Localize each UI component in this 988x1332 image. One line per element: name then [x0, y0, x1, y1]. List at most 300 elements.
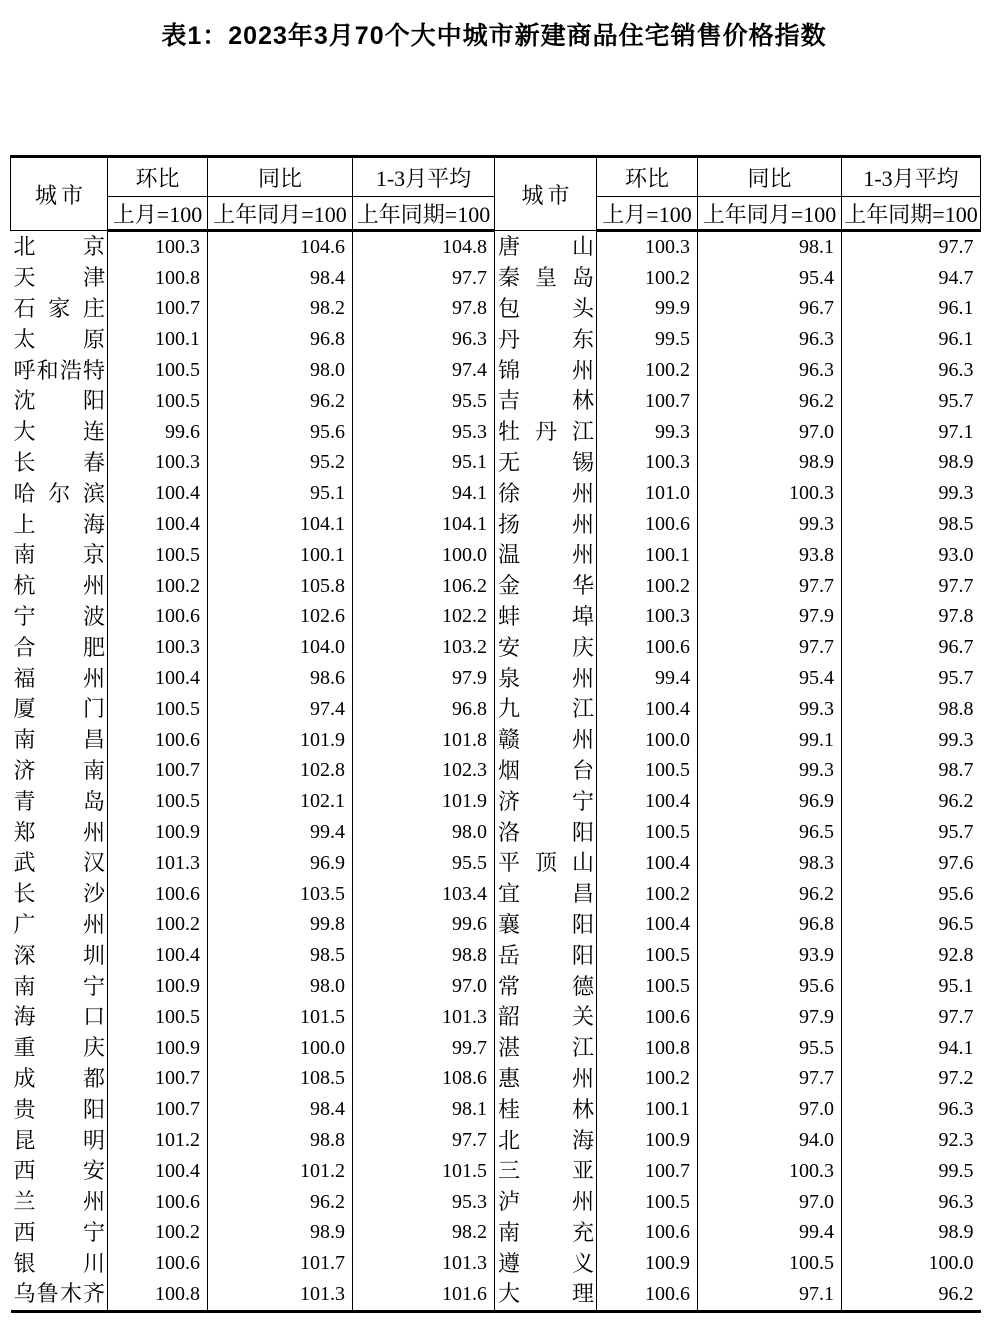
value-cell: 99.3	[698, 756, 842, 787]
value-cell: 102.2	[353, 602, 495, 633]
value-cell: 96.2	[842, 1279, 981, 1311]
value-cell: 104.1	[353, 509, 495, 540]
value-cell: 100.9	[597, 1125, 698, 1156]
value-cell: 95.3	[353, 1187, 495, 1218]
value-cell: 96.3	[698, 355, 842, 386]
value-cell: 101.9	[353, 786, 495, 817]
value-cell: 100.4	[108, 663, 208, 694]
value-cell: 101.3	[353, 1002, 495, 1033]
table-row	[11, 448, 981, 479]
value-cell: 95.7	[842, 386, 981, 417]
header-avg-right: 1-3月平均	[842, 157, 981, 197]
value-cell: 98.2	[208, 294, 353, 325]
value-cell: 96.5	[698, 817, 842, 848]
city-cell: 郑 州	[13, 819, 105, 845]
city-cell: 岳 阳	[495, 940, 597, 971]
value-cell: 100.1	[597, 1094, 698, 1125]
city-cell: 金 华	[495, 571, 597, 602]
value-cell: 103.5	[208, 879, 353, 910]
table-row	[11, 817, 981, 848]
table-row	[11, 355, 981, 386]
value-cell: 101.5	[208, 1002, 353, 1033]
value-cell: 99.7	[353, 1033, 495, 1064]
value-cell: 97.7	[353, 263, 495, 294]
value-cell: 100.5	[108, 355, 208, 386]
value-cell: 100.2	[597, 571, 698, 602]
value-cell: 96.3	[353, 324, 495, 355]
value-cell: 100.1	[108, 324, 208, 355]
value-cell: 97.1	[698, 1279, 842, 1311]
header-avg-base-left: 上年同期=100	[353, 197, 495, 231]
value-cell: 100.8	[597, 1033, 698, 1064]
header-avg-base-right: 上年同期=100	[842, 197, 981, 231]
value-cell: 98.9	[842, 448, 981, 479]
city-cell: 桂 林	[495, 1094, 597, 1125]
value-cell: 100.5	[597, 940, 698, 971]
value-cell: 100.5	[108, 694, 208, 725]
value-cell: 97.9	[698, 602, 842, 633]
value-cell: 100.5	[108, 540, 208, 571]
value-cell: 101.8	[353, 725, 495, 756]
header-yoy-base-right: 上年同月=100	[698, 197, 842, 231]
table-row	[11, 509, 981, 540]
table-row	[11, 879, 981, 910]
page-title: 表1：2023年3月70个大中城市新建商品住宅销售价格指数	[161, 22, 827, 50]
value-cell: 100.2	[597, 1064, 698, 1095]
value-cell: 98.9	[208, 1218, 353, 1249]
value-cell: 100.6	[597, 1218, 698, 1249]
value-cell: 92.8	[842, 940, 981, 971]
value-cell: 98.0	[208, 355, 353, 386]
value-cell: 99.3	[842, 725, 981, 756]
value-cell: 96.1	[842, 324, 981, 355]
value-cell: 98.4	[208, 263, 353, 294]
table-row	[11, 386, 981, 417]
city-cell: 泸 州	[495, 1187, 597, 1218]
city-cell: 上 海	[13, 511, 105, 537]
value-cell: 99.3	[597, 417, 698, 448]
value-cell: 100.1	[597, 540, 698, 571]
city-cell: 呼 和 浩 特	[13, 357, 105, 383]
city-cell: 秦 皇 岛	[495, 263, 597, 294]
city-cell: 青 岛	[13, 788, 105, 814]
value-cell: 97.6	[842, 848, 981, 879]
value-cell: 100.6	[108, 879, 208, 910]
value-cell: 100.3	[597, 448, 698, 479]
value-cell: 100.2	[108, 1218, 208, 1249]
value-cell: 100.3	[698, 1156, 842, 1187]
table-row	[11, 478, 981, 509]
city-cell: 大 理	[495, 1279, 597, 1311]
table-row	[11, 1248, 981, 1279]
value-cell: 97.4	[208, 694, 353, 725]
value-cell: 98.6	[208, 663, 353, 694]
header-mom-left: 环比	[108, 157, 208, 197]
value-cell: 95.5	[698, 1033, 842, 1064]
value-cell: 98.2	[353, 1218, 495, 1249]
table-row	[11, 1187, 981, 1218]
city-cell: 常 德	[495, 971, 597, 1002]
value-cell: 100.0	[208, 1033, 353, 1064]
value-cell: 100.2	[108, 910, 208, 941]
table-row	[11, 1094, 981, 1125]
value-cell: 100.0	[597, 725, 698, 756]
city-cell: 兰 州	[13, 1189, 105, 1215]
value-cell: 104.6	[208, 231, 353, 263]
value-cell: 101.9	[208, 725, 353, 756]
value-cell: 100.4	[108, 478, 208, 509]
value-cell: 95.4	[698, 263, 842, 294]
city-cell: 武 汉	[13, 850, 105, 876]
value-cell: 99.3	[698, 694, 842, 725]
value-cell: 100.5	[597, 756, 698, 787]
value-cell: 100.3	[698, 478, 842, 509]
value-cell: 98.1	[698, 231, 842, 263]
table-row	[11, 417, 981, 448]
value-cell: 97.0	[698, 417, 842, 448]
table-row	[11, 263, 981, 294]
header-yoy-base-left: 上年同月=100	[208, 197, 353, 231]
value-cell: 99.8	[208, 910, 353, 941]
value-cell: 97.7	[842, 571, 981, 602]
header-group-row	[11, 157, 981, 197]
value-cell: 95.3	[353, 417, 495, 448]
value-cell: 105.8	[208, 571, 353, 602]
city-cell: 遵 义	[495, 1248, 597, 1279]
value-cell: 92.3	[842, 1125, 981, 1156]
table-row	[11, 632, 981, 663]
value-cell: 100.5	[597, 817, 698, 848]
value-cell: 100.4	[108, 509, 208, 540]
value-cell: 100.7	[108, 294, 208, 325]
value-cell: 98.7	[842, 756, 981, 787]
value-cell: 100.0	[353, 540, 495, 571]
value-cell: 101.3	[353, 1248, 495, 1279]
value-cell: 100.5	[597, 1187, 698, 1218]
city-cell: 济 宁	[495, 786, 597, 817]
value-cell: 97.0	[353, 971, 495, 1002]
city-cell: 长 春	[13, 449, 105, 475]
table-body	[11, 231, 981, 1312]
value-cell: 101.0	[597, 478, 698, 509]
value-cell: 100.3	[597, 231, 698, 263]
city-cell: 牡 丹 江	[495, 417, 597, 448]
table-row	[11, 1156, 981, 1187]
city-cell: 徐 州	[495, 478, 597, 509]
value-cell: 94.0	[698, 1125, 842, 1156]
city-cell: 福 州	[13, 665, 105, 691]
city-cell: 济 南	[13, 757, 105, 783]
value-cell: 95.6	[208, 417, 353, 448]
value-cell: 99.1	[698, 725, 842, 756]
value-cell: 100.9	[108, 817, 208, 848]
city-cell: 合 肥	[13, 634, 105, 660]
value-cell: 93.8	[698, 540, 842, 571]
value-cell: 102.6	[208, 602, 353, 633]
value-cell: 108.5	[208, 1064, 353, 1095]
city-cell: 杭 州	[13, 573, 105, 599]
value-cell: 100.8	[108, 263, 208, 294]
value-cell: 94.7	[842, 263, 981, 294]
value-cell: 98.5	[842, 509, 981, 540]
value-cell: 95.4	[698, 663, 842, 694]
value-cell: 100.6	[108, 602, 208, 633]
value-cell: 100.6	[108, 725, 208, 756]
value-cell: 96.8	[208, 324, 353, 355]
value-cell: 97.2	[842, 1064, 981, 1095]
table-header	[11, 157, 981, 231]
header-yoy-left: 同比	[208, 157, 353, 197]
city-cell: 石 家 庄	[13, 295, 105, 321]
city-cell: 厦 门	[13, 696, 105, 722]
value-cell: 94.1	[353, 478, 495, 509]
value-cell: 94.1	[842, 1033, 981, 1064]
value-cell: 98.4	[208, 1094, 353, 1125]
value-cell: 100.5	[108, 386, 208, 417]
value-cell: 100.6	[108, 1248, 208, 1279]
city-cell: 海 口	[13, 1004, 105, 1030]
header-mom-base-left: 上月=100	[108, 197, 208, 231]
value-cell: 100.2	[597, 879, 698, 910]
value-cell: 104.0	[208, 632, 353, 663]
header-mom-base-right: 上月=100	[597, 197, 698, 231]
value-cell: 100.8	[108, 1279, 208, 1311]
value-cell: 98.8	[353, 940, 495, 971]
value-cell: 97.9	[353, 663, 495, 694]
city-cell: 吉 林	[495, 386, 597, 417]
value-cell: 100.7	[597, 386, 698, 417]
value-cell: 100.0	[842, 1248, 981, 1279]
table-row	[11, 1033, 981, 1064]
value-cell: 100.7	[597, 1156, 698, 1187]
value-cell: 100.5	[108, 1002, 208, 1033]
city-cell: 重 庆	[13, 1035, 105, 1061]
value-cell: 98.9	[842, 1218, 981, 1249]
value-cell: 97.7	[842, 231, 981, 263]
value-cell: 96.3	[842, 1187, 981, 1218]
value-cell: 95.1	[842, 971, 981, 1002]
value-cell: 96.8	[698, 910, 842, 941]
table-row	[11, 971, 981, 1002]
value-cell: 100.5	[597, 971, 698, 1002]
value-cell: 99.5	[842, 1156, 981, 1187]
value-cell: 95.2	[208, 448, 353, 479]
value-cell: 97.7	[698, 571, 842, 602]
value-cell: 99.4	[597, 663, 698, 694]
city-cell: 北 京	[13, 233, 105, 259]
value-cell: 100.5	[108, 786, 208, 817]
value-cell: 98.8	[842, 694, 981, 725]
value-cell: 96.5	[842, 910, 981, 941]
city-cell: 深 圳	[13, 942, 105, 968]
value-cell: 97.0	[698, 1187, 842, 1218]
value-cell: 96.2	[208, 1187, 353, 1218]
value-cell: 95.7	[842, 817, 981, 848]
value-cell: 97.4	[353, 355, 495, 386]
value-cell: 97.7	[698, 632, 842, 663]
value-cell: 98.0	[353, 817, 495, 848]
value-cell: 96.2	[698, 879, 842, 910]
value-cell: 97.9	[698, 1002, 842, 1033]
table-row	[11, 1125, 981, 1156]
table-row	[11, 1064, 981, 1095]
value-cell: 100.3	[108, 231, 208, 263]
value-cell: 100.1	[208, 540, 353, 571]
city-cell: 泉 州	[495, 663, 597, 694]
city-cell: 广 州	[13, 911, 105, 937]
value-cell: 104.8	[353, 231, 495, 263]
city-cell: 南 昌	[13, 727, 105, 753]
value-cell: 103.4	[353, 879, 495, 910]
value-cell: 99.3	[842, 478, 981, 509]
city-cell: 扬 州	[495, 509, 597, 540]
header-city-left: 城市	[11, 157, 108, 231]
value-cell: 99.5	[597, 324, 698, 355]
city-cell: 银 川	[13, 1250, 105, 1276]
value-cell: 99.4	[698, 1218, 842, 1249]
city-cell: 哈 尔 滨	[13, 480, 105, 506]
city-cell: 宜 昌	[495, 879, 597, 910]
value-cell: 100.4	[597, 786, 698, 817]
city-cell: 太 原	[13, 326, 105, 352]
value-cell: 101.6	[353, 1279, 495, 1311]
value-cell: 100.6	[108, 1187, 208, 1218]
city-cell: 丹 东	[495, 324, 597, 355]
value-cell: 100.6	[597, 1002, 698, 1033]
value-cell: 98.1	[353, 1094, 495, 1125]
value-cell: 97.7	[698, 1064, 842, 1095]
value-cell: 93.0	[842, 540, 981, 571]
value-cell: 100.4	[108, 1156, 208, 1187]
city-cell: 平 顶 山	[495, 848, 597, 879]
value-cell: 96.9	[698, 786, 842, 817]
value-cell: 98.8	[208, 1125, 353, 1156]
table-row	[11, 756, 981, 787]
value-cell: 100.2	[597, 263, 698, 294]
value-cell: 95.1	[208, 478, 353, 509]
value-cell: 96.2	[842, 786, 981, 817]
value-cell: 95.5	[353, 386, 495, 417]
value-cell: 96.8	[353, 694, 495, 725]
value-cell: 98.5	[208, 940, 353, 971]
value-cell: 97.7	[842, 1002, 981, 1033]
header-avg-left: 1-3月平均	[353, 157, 495, 197]
value-cell: 95.6	[698, 971, 842, 1002]
city-cell: 九 江	[495, 694, 597, 725]
city-cell: 韶 关	[495, 1002, 597, 1033]
city-cell: 沈 阳	[13, 388, 105, 414]
city-cell: 无 锡	[495, 448, 597, 479]
value-cell: 96.1	[842, 294, 981, 325]
table-row	[11, 324, 981, 355]
value-cell: 100.7	[108, 756, 208, 787]
table-row	[11, 663, 981, 694]
value-cell: 102.8	[208, 756, 353, 787]
value-cell: 96.2	[208, 386, 353, 417]
city-cell: 蚌 埠	[495, 602, 597, 633]
value-cell: 93.9	[698, 940, 842, 971]
value-cell: 100.6	[597, 509, 698, 540]
value-cell: 97.1	[842, 417, 981, 448]
city-cell: 贵 阳	[13, 1096, 105, 1122]
value-cell: 100.2	[108, 571, 208, 602]
table-row	[11, 725, 981, 756]
table-row	[11, 1218, 981, 1249]
value-cell: 100.9	[597, 1248, 698, 1279]
city-cell: 烟 台	[495, 756, 597, 787]
city-cell: 乌 鲁 木 齐	[11, 1279, 108, 1311]
value-cell: 96.3	[698, 324, 842, 355]
value-cell: 101.2	[108, 1125, 208, 1156]
value-cell: 100.5	[698, 1248, 842, 1279]
value-cell: 99.4	[208, 817, 353, 848]
value-cell: 106.2	[353, 571, 495, 602]
table-row	[11, 1002, 981, 1033]
value-cell: 95.6	[842, 879, 981, 910]
value-cell: 96.3	[842, 1094, 981, 1125]
value-cell: 95.5	[353, 848, 495, 879]
value-cell: 100.9	[108, 971, 208, 1002]
value-cell: 100.6	[597, 1279, 698, 1311]
value-cell: 100.3	[108, 632, 208, 663]
value-cell: 97.8	[842, 602, 981, 633]
value-cell: 100.3	[108, 448, 208, 479]
value-cell: 101.3	[208, 1279, 353, 1311]
city-cell: 安 庆	[495, 632, 597, 663]
table-row	[11, 540, 981, 571]
city-cell: 西 宁	[13, 1219, 105, 1245]
value-cell: 102.3	[353, 756, 495, 787]
value-cell: 96.2	[698, 386, 842, 417]
city-cell: 三 亚	[495, 1156, 597, 1187]
value-cell: 96.7	[698, 294, 842, 325]
city-cell: 北 海	[495, 1125, 597, 1156]
table-row	[11, 231, 981, 263]
table-row	[11, 694, 981, 725]
header-yoy-right: 同比	[698, 157, 842, 197]
value-cell: 100.4	[597, 910, 698, 941]
value-cell: 96.3	[842, 355, 981, 386]
value-cell: 100.3	[597, 602, 698, 633]
city-cell: 温 州	[495, 540, 597, 571]
table-row	[11, 571, 981, 602]
value-cell: 98.9	[698, 448, 842, 479]
city-cell: 洛 阳	[495, 817, 597, 848]
city-cell: 大 连	[13, 419, 105, 445]
value-cell: 100.2	[597, 355, 698, 386]
value-cell: 95.7	[842, 663, 981, 694]
table-row	[11, 940, 981, 971]
value-cell: 96.7	[842, 632, 981, 663]
table-row	[11, 294, 981, 325]
value-cell: 108.6	[353, 1064, 495, 1095]
value-cell: 100.7	[108, 1094, 208, 1125]
header-mom-right: 环比	[597, 157, 698, 197]
table-row	[11, 602, 981, 633]
value-cell: 100.6	[597, 632, 698, 663]
table-row	[11, 910, 981, 941]
city-cell: 唐 山	[495, 231, 597, 263]
value-cell: 100.7	[108, 1064, 208, 1095]
city-cell: 赣 州	[495, 725, 597, 756]
value-cell: 99.6	[108, 417, 208, 448]
value-cell: 101.2	[208, 1156, 353, 1187]
table-row	[11, 786, 981, 817]
city-cell: 西 安	[13, 1158, 105, 1184]
city-cell: 锦 州	[495, 355, 597, 386]
city-cell: 天 津	[13, 265, 105, 291]
value-cell: 97.8	[353, 294, 495, 325]
